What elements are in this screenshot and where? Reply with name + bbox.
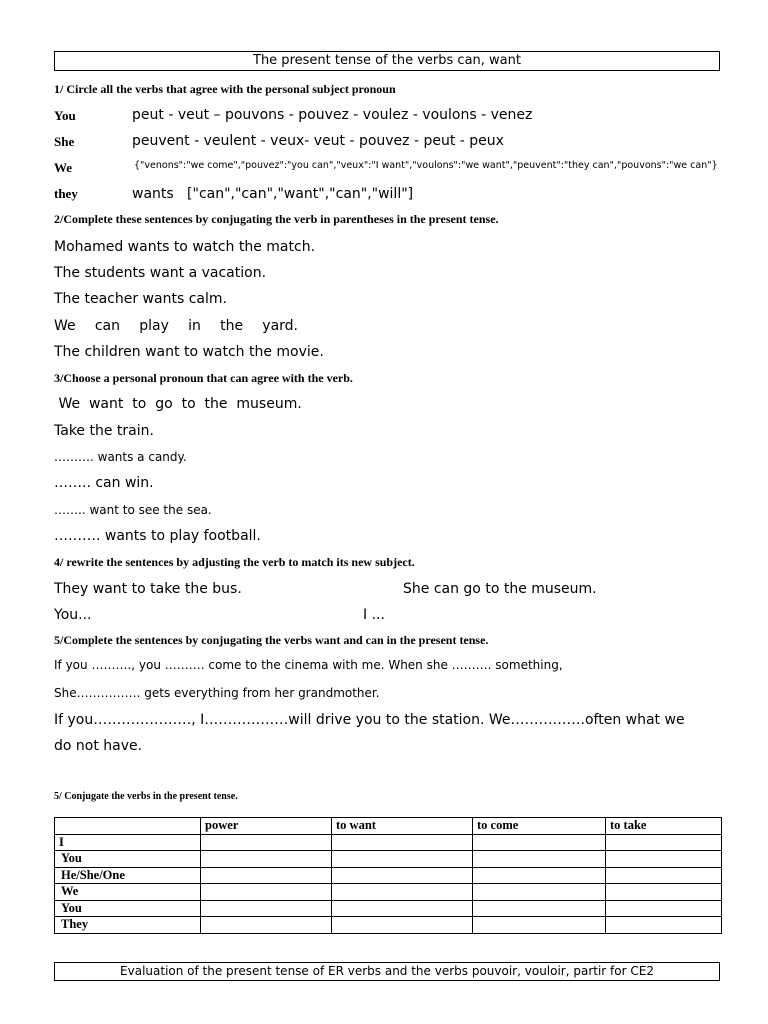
pronoun-cell: I bbox=[55, 834, 201, 851]
word: can bbox=[94, 318, 121, 334]
table-row bbox=[55, 884, 722, 901]
table-header-row bbox=[55, 818, 722, 835]
answer-cell bbox=[606, 851, 722, 868]
rewrite-sentence-left: They want to take the bus. bbox=[54, 581, 242, 597]
pronoun-they: they bbox=[54, 186, 78, 201]
sentence-3-2: Take the train. bbox=[54, 423, 154, 439]
answer-cell bbox=[473, 917, 606, 934]
answer-cell bbox=[332, 900, 473, 917]
sentence-3-5: …….. want to see the sea. bbox=[54, 503, 212, 517]
table-row bbox=[55, 900, 722, 917]
answer-cell bbox=[473, 851, 606, 868]
verb-list-she: peuvent - veulent - veux- veut - pouvez - peut - peux bbox=[132, 133, 504, 149]
answer-cell bbox=[606, 834, 722, 851]
word: play bbox=[139, 318, 169, 334]
answer-cell bbox=[473, 884, 606, 901]
pronoun-you: You bbox=[54, 108, 76, 123]
sentence-2-3: The teacher wants calm. bbox=[54, 291, 227, 307]
rewrite-sentence-right: She can go to the museum. bbox=[403, 581, 597, 597]
table-row bbox=[55, 867, 722, 884]
word: the bbox=[220, 318, 244, 334]
fill-line-4: do not have. bbox=[54, 738, 143, 754]
sentence-3-3: ………. wants a candy. bbox=[54, 450, 187, 464]
answer-cell bbox=[201, 851, 332, 868]
answer-cell bbox=[332, 884, 473, 901]
section-1-heading: 1/ Circle all the verbs that agree with the personal subject pronoun bbox=[54, 82, 396, 96]
table-header-cell: power bbox=[201, 818, 332, 835]
verb-list-you: peut - veut – pouvons - pouvez - voulez - voulons - venez bbox=[132, 107, 533, 123]
rewrite-prompt-right: I ... bbox=[363, 607, 385, 623]
table-header-cell bbox=[55, 818, 201, 835]
section-3-heading: 3/Choose a personal pronoun that can agree with the verb. bbox=[54, 371, 353, 385]
verb-list-they: wants ["can","can","want","can","will"] bbox=[132, 186, 414, 202]
answer-cell bbox=[201, 917, 332, 934]
word: yard. bbox=[262, 318, 298, 334]
fill-line-3: If you…………………, I………………will drive you to the station. We…………….often what we bbox=[54, 712, 685, 728]
pronoun-cell: He/She/One bbox=[55, 867, 201, 884]
fill-line-1: If you ………., you ………. come to the cinema with me. When she ………. something, bbox=[54, 658, 563, 672]
answer-cell bbox=[473, 834, 606, 851]
sentence-2-2: The students want a vacation. bbox=[54, 265, 267, 281]
section-6-heading: 5/ Conjugate the verbs in the present tense. bbox=[54, 791, 238, 802]
fill-line-2: She……………. gets everything from her grandmother. bbox=[54, 686, 380, 700]
word: We bbox=[54, 318, 76, 334]
sentence-2-5: The children want to watch the movie. bbox=[54, 344, 324, 360]
pronoun-cell: You bbox=[55, 900, 201, 917]
answer-cell bbox=[201, 834, 332, 851]
sentence-3-1: We want to go to the museum. bbox=[54, 396, 302, 412]
answer-cell bbox=[473, 900, 606, 917]
section-5-heading: 5/Complete the sentences by conjugating the verbs want and can in the present tense. bbox=[54, 633, 489, 647]
answer-cell bbox=[201, 884, 332, 901]
verb-list-we: {"venons":"we come","pouvez":"you can","veux":"I want","voulons":"we want","peuvent":"they can","pouvons":"we can"} bbox=[134, 160, 718, 171]
answer-cell bbox=[606, 917, 722, 934]
table-row bbox=[55, 851, 722, 868]
table-header-cell: to take bbox=[606, 818, 722, 835]
sentence-2-1: Mohamed wants to watch the match. bbox=[54, 239, 316, 255]
answer-cell bbox=[332, 917, 473, 934]
word: in bbox=[188, 318, 201, 334]
section-4-heading: 4/ rewrite the sentences by adjusting the verb to match its new subject. bbox=[54, 555, 415, 569]
answer-cell bbox=[332, 867, 473, 884]
answer-cell bbox=[473, 867, 606, 884]
table-header-cell: to want bbox=[332, 818, 473, 835]
answer-cell bbox=[332, 834, 473, 851]
section-2-heading: 2/Complete these sentences by conjugating the verb in parentheses in the present tense. bbox=[54, 212, 499, 226]
sentence-3-6: ………. wants to play football. bbox=[54, 528, 261, 544]
answer-cell bbox=[606, 884, 722, 901]
pronoun-we: We bbox=[54, 160, 73, 175]
answer-cell bbox=[201, 867, 332, 884]
answer-cell bbox=[201, 900, 332, 917]
pronoun-she: She bbox=[54, 134, 75, 149]
pronoun-cell: They bbox=[55, 917, 201, 934]
sentence-2-4 bbox=[54, 318, 298, 334]
table-header-cell: to come bbox=[473, 818, 606, 835]
pronoun-cell: We bbox=[55, 884, 201, 901]
answer-cell bbox=[332, 851, 473, 868]
table-row bbox=[55, 917, 722, 934]
rewrite-prompt-left: You... bbox=[54, 607, 92, 623]
pronoun-cell: You bbox=[55, 851, 201, 868]
answer-cell bbox=[606, 867, 722, 884]
conjugation-table bbox=[54, 817, 722, 934]
sentence-3-4: …….. can win. bbox=[54, 475, 154, 491]
answer-cell bbox=[606, 900, 722, 917]
worksheet-title: The present tense of the verbs can, want bbox=[54, 51, 720, 71]
table-row bbox=[55, 834, 722, 851]
evaluation-footer: Evaluation of the present tense of ER verbs and the verbs pouvoir, vouloir, partir for CE2 bbox=[54, 962, 720, 981]
